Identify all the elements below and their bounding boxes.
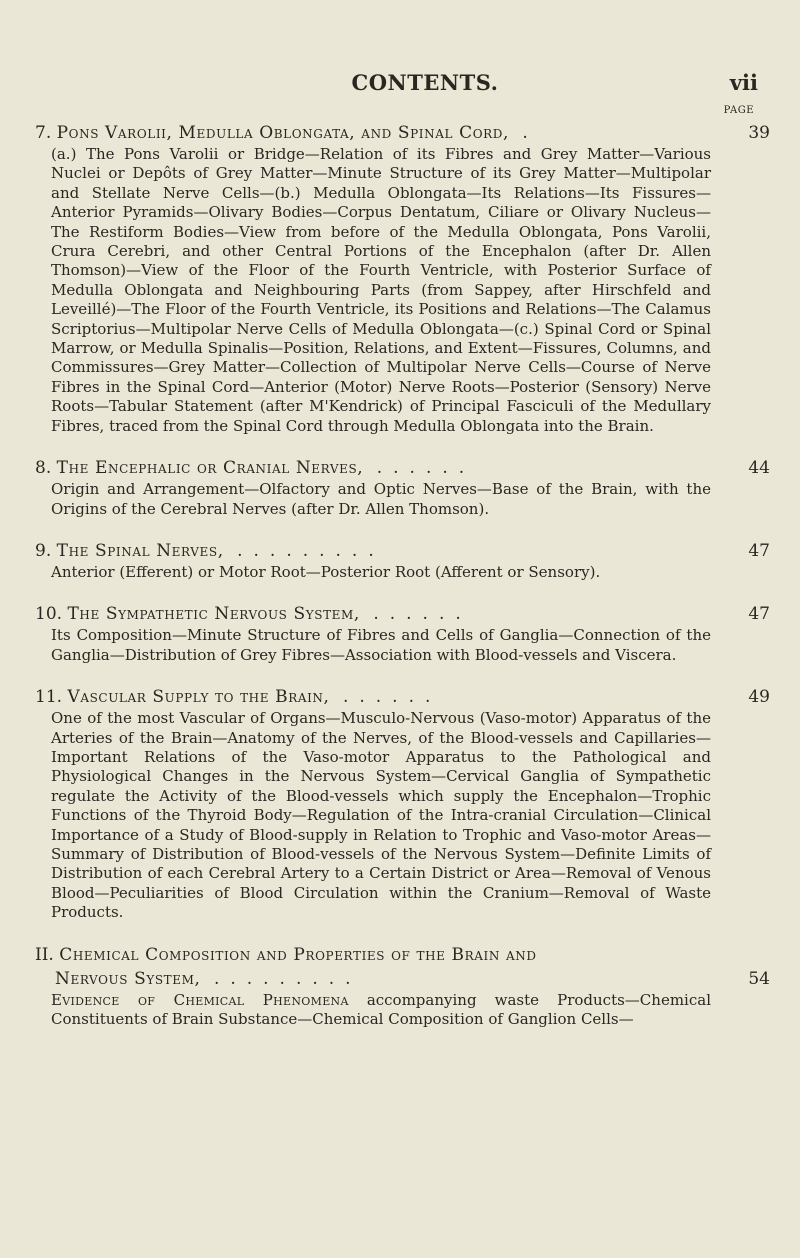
entry-heading-continued xyxy=(35,967,770,991)
entry-description: (a.) The Pons Varolii or Bridge—Relation of its Fibres and Grey Matter—Various Nuclei or Depôts of Grey Matter—Minute Structure of its Grey Matter—Multipolar and Stellate Nerve Cells—(b.) Medulla Oblongata—Its Relations—Its Fissures—Anterior Pyramids—Olivary Bodies—Corpus Dentatum, Ciliare or Olivary Nucleus—The Restiform Bodies—View from before of the Medulla Oblongata, Pons Varolii, Crura Cerebri, and other Central Portions of the Encephalon (after Dr. Allen Thomson)—View of the Floor of the Fourth Ventricle, with Posterior Surface of Medulla Oblongata and Neighbouring Parts (from Sappey, after Hirschfeld and Leveillé)—The Floor of the Fourth Ventricle, its Positions and Relations—The Calamus Scriptorius—Multipolar Nerve Cells of Medulla Oblongata—(c.) Spinal Cord or Spinal Marrow, or Medulla Spinalis—Position, Relations, and Extent—Fissures, Columns, and Commissures—Grey Matter—Collection of Multipolar Nerve Cells—Course of Nerve Fibres in the Spinal Cord—Anterior (Motor) Nerve Roots—Posterior (Sensory) Nerve Roots—Tabular Statement (after M'Kendrick) of Principal Fasciculi of the Medullary Fibres, traced from the Spinal Cord through Medulla Oblongata into the Brain. xyxy=(51,145,711,435)
contents-entry-II xyxy=(0,943,800,1030)
page-column-label: PAGE xyxy=(723,105,754,116)
contents-entry-7 xyxy=(0,121,800,436)
entry-description-text: accompanying waste Products—Chemical Constituents of Brain Substance—Chemical Composition of Ganglion Cells— xyxy=(51,990,711,1028)
entry-number: 9. xyxy=(35,540,52,561)
entry-page-number: 47 xyxy=(748,540,770,561)
entry-title: Chemical Composition and Properties of the Brain and xyxy=(59,944,537,965)
leader-dots: . xyxy=(522,123,539,143)
leader-dots: ......... xyxy=(237,540,385,561)
entry-heading xyxy=(35,539,770,563)
running-title: CONTENTS. xyxy=(351,70,499,95)
entry-description: Origin and Arrangement—Olfactory and Optic Nerves—Base of the Brain, with the Origins of the Cerebral Nerves (after Dr. Allen Thomson). xyxy=(51,480,711,518)
entry-number: 10. xyxy=(35,604,63,625)
entry-heading xyxy=(35,456,770,480)
entry-lead-in: Evidence of Chemical Phenomena xyxy=(51,990,349,1009)
entry-heading xyxy=(35,121,770,145)
entry-description: Its Composition—Minute Structure of Fibres and Cells of Ganglia—Connection of the Ganglia—Distribution of Grey Fibres—Association with Blood-vessels and Viscera. xyxy=(51,626,711,664)
entry-number: 7. xyxy=(35,123,52,143)
contents-entry-10 xyxy=(0,602,800,665)
entry-description: Anterior (Efferent) or Motor Root—Posterior Root (Afferent or Sensory). xyxy=(51,562,601,581)
running-head xyxy=(80,70,770,100)
entry-description: One of the most Vascular of Organs—Musculo-Nervous (Vaso-motor) Apparatus of the Arteries of the Brain—Anatomy of the Nerves, of the Blood-vessels and Capillaries—Important Relations of the Vaso-motor Apparatus to the Pathological and Physiological Changes in the Nervous System—Cervical Ganglia of Sympathetic regulate the Activity of the Blood-vessels which supply the Encephalon—Trophic Functions of the Thyroid Body—Regulation of the Intra-cranial Circulation—Clinical Importance of a Study of Blood-supply in Relation to Trophic and Vaso-motor Areas—Summary of Distribution of Blood-vessels of the Nervous System—Definite Limits of Distribution of each Cerebral Artery to a Certain District or Area—Removal of Venous Blood—Peculiarities of Blood Circulation within the Cranium—Removal of Waste Products. xyxy=(51,709,711,922)
leader-dots: ......... xyxy=(213,968,362,989)
entry-title: The Encephalic or Cranial Nerves, xyxy=(56,458,364,479)
contents-list xyxy=(0,121,800,1029)
entry-description xyxy=(51,991,711,1030)
entry-page-number: 54 xyxy=(748,968,770,989)
leader-dots: ...... xyxy=(373,604,472,625)
entry-heading xyxy=(35,685,770,709)
page-folio: vii xyxy=(729,70,758,95)
leader-dots: ...... xyxy=(342,687,442,708)
entry-number: 11. xyxy=(35,687,63,708)
contents-entry-11 xyxy=(0,685,800,922)
contents-entry-8 xyxy=(0,456,800,519)
contents-entry-9 xyxy=(0,539,800,582)
entry-page-number: 47 xyxy=(748,604,770,625)
entry-title-continued: Nervous System, xyxy=(55,968,201,989)
entry-title: Vascular Supply to the Brain, xyxy=(67,687,330,708)
leader-dots: ...... xyxy=(376,458,476,479)
entry-number: II. xyxy=(35,944,54,965)
entry-heading xyxy=(35,602,770,626)
entry-page-number: 49 xyxy=(748,687,770,708)
entry-title: The Sympathetic Nervous System, xyxy=(67,604,360,625)
entry-page-number: 39 xyxy=(748,123,770,143)
entry-number: 8. xyxy=(35,458,52,479)
entry-title: The Spinal Nerves, xyxy=(56,540,224,561)
entry-page-number: 44 xyxy=(748,458,770,479)
entry-heading xyxy=(35,943,770,967)
entry-title: Pons Varolii, Medulla Oblongata, and Spinal Cord, xyxy=(56,123,509,143)
